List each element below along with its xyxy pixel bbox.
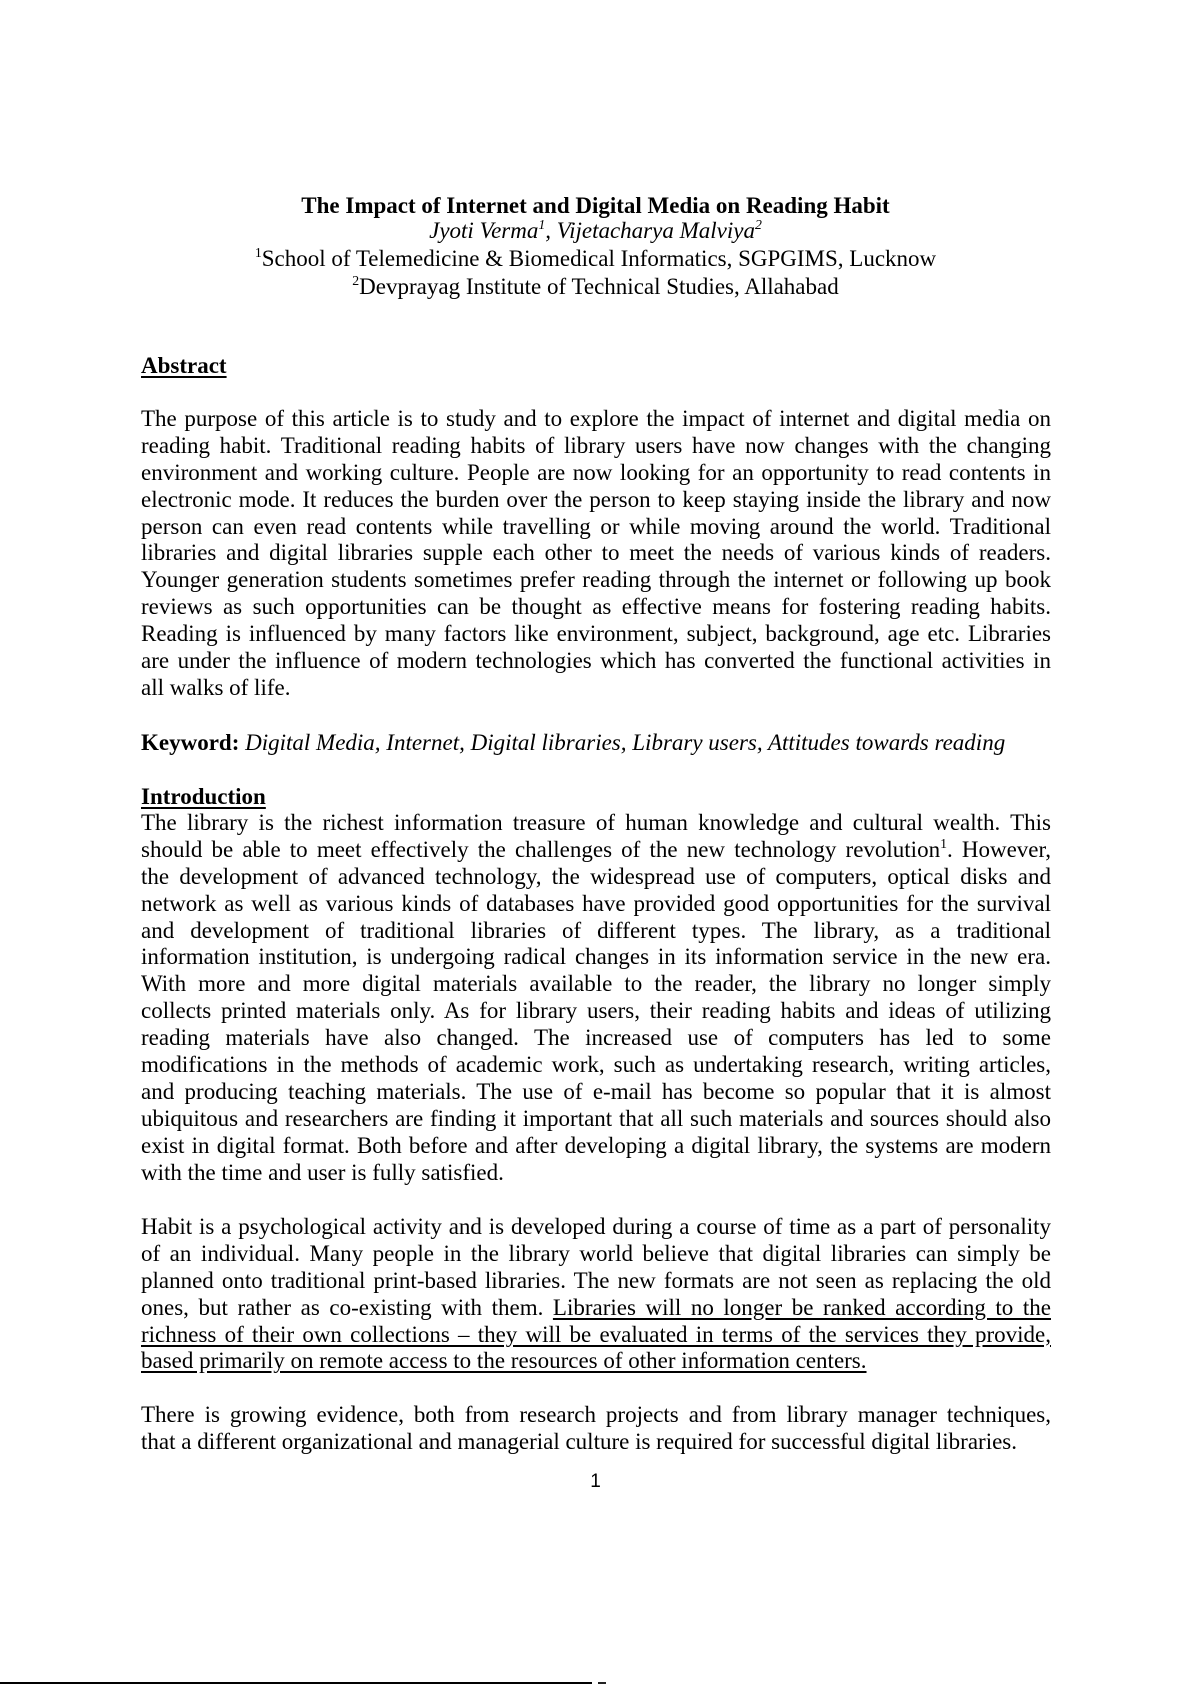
text-segment: that a different organizational and managerial culture is required for successful digital libraries. [141,1428,1018,1454]
text-segment: Younger generation students sometimes prefer reading through the internet or following up book [141,567,1051,593]
text-line [141,648,1051,675]
text-line [141,594,1051,621]
text-segment: reading habit. Traditional reading habits of library users have now changes with the changing [141,432,1051,458]
text-line [141,1052,1051,1079]
text-line [141,810,1051,837]
text-line [141,1079,1051,1106]
text-line [141,998,1051,1025]
paper-title: The Impact of Internet and Digital Media on Reading Habit [301,193,890,218]
text-segment: Reading is influenced by many factors like environment, subject, background, age etc. Libraries [141,621,1051,647]
author-affiliation-mark: 2 [754,217,762,233]
text-line [141,675,1051,702]
footnote-separator [0,1682,592,1684]
text-line [141,1348,1051,1375]
text-segment: The library is the richest information treasure of human knowledge and cultural wealth. This [141,810,1051,835]
introduction-paragraph [141,810,1051,1186]
text-segment: . However, [946,836,1052,862]
text-line [141,487,1051,514]
text-segment: the development of advanced technology, the widespread use of computers, optical disks and [141,863,1051,889]
author-name: Vijetacharya Malviya [556,218,755,243]
text-line [141,1402,1051,1429]
keywords-line [141,730,1051,757]
text-line [141,891,1051,918]
affiliation-text: Devprayag Institute of Technical Studies, Allahabad [359,274,839,299]
text-line [141,837,1051,864]
abstract-heading: Abstract [141,353,227,378]
footnote-separator-mark [598,1682,606,1684]
text-segment: electronic mode. It reduces the burden over the person to keep staying inside the library and now [141,486,1051,512]
text-line [141,406,1051,433]
text-line [141,621,1051,648]
text-segment: and producing teaching materials. The use of e-mail has become so popular that it is almost [141,1078,1051,1104]
text-segment: reading materials have also changed. The increased use of computers has led to some [141,1025,1051,1051]
author-affiliation-mark: 1 [538,217,546,233]
text-line [141,460,1051,487]
text-segment: With more and more digital materials available to the reader, the library no longer simply [141,971,1051,997]
text-segment: There is growing evidence, both from research projects and from library manager techniques, [141,1402,1051,1427]
text-segment: and development of traditional libraries of different types. The library, as a traditional [141,917,1051,943]
text-line [141,1214,1051,1241]
keyword-label: Keyword: [141,730,240,755]
text-segment: modifications in the methods of academic work, such as undertaking research, writing articles, [141,1052,1051,1078]
affiliation-mark: 2 [352,273,360,289]
page-number: 1 [590,1471,601,1492]
text-segment: ones, but rather as co-existing with them. [141,1294,553,1320]
text-line [141,1268,1051,1295]
text-segment: collects printed materials only. As for library users, their reading habits and ideas of utilizing [141,998,1051,1024]
underlined-text: based primarily on remote access to the resources of other information centers. [141,1348,867,1374]
text-line [141,971,1051,998]
abstract-paragraph [141,406,1051,702]
citation-superscript: 1 [940,835,947,851]
introduction-heading: Introduction [141,784,266,809]
text-segment: all walks of life. [141,674,291,700]
evidence-paragraph [141,1402,1051,1456]
text-segment: exist in digital format. Both before and after developing a digital library, the systems are modern [141,1132,1051,1158]
text-segment: should be able to meet effectively the challenges of the new technology revolution [141,836,941,862]
author-list [0,217,1191,244]
text-line [141,1322,1051,1349]
text-line [141,944,1051,971]
text-segment: of an individual. Many people in the library world believe that digital libraries can simply be [141,1240,1051,1266]
text-segment: network as well as various kinds of databases have provided good opportunities for the survival [141,890,1051,916]
text-line [141,514,1051,541]
author-name: Jyoti Verma [429,218,539,243]
text-segment: Habit is a psychological activity and is developed during a course of time as a part of personality [141,1214,1051,1239]
text-line [141,918,1051,945]
habit-paragraph [141,1214,1051,1375]
text-segment: libraries and digital libraries supple each other to meet the needs of various kinds of readers. [141,540,1051,566]
text-segment: ubiquitous and researchers are finding it important that all such materials and sources should also [141,1105,1051,1131]
text-line [141,1160,1051,1187]
text-line [141,864,1051,891]
affiliation [0,273,1191,300]
text-line [141,567,1051,594]
text-segment: planned onto traditional print-based libraries. The new formats are not seen as replacing the old [141,1267,1051,1293]
underlined-text: richness of their own collections – they will be evaluated in terms of the services they provide, [141,1321,1051,1347]
text-segment: are under the influence of modern technologies which has converted the functional activities in [141,648,1051,674]
affiliation [0,245,1191,272]
text-segment: with the time and user is fully satisfied. [141,1159,504,1185]
underlined-text: Libraries will no longer be ranked according to the [552,1294,1051,1320]
text-line [141,1429,1051,1456]
text-line [141,1133,1051,1160]
text-segment: person can even read contents while travelling or while moving around the world. Traditional [141,513,1051,539]
text-line [141,433,1051,460]
text-line [141,1025,1051,1052]
text-line [141,540,1051,567]
text-segment: The purpose of this article is to study and to explore the impact of internet and digital media on [141,406,1051,431]
text-line [141,1295,1051,1322]
text-line [141,1106,1051,1133]
author-separator: , [545,218,557,243]
affiliation-text: School of Telemedicine & Biomedical Informatics, SGPGIMS, Lucknow [261,246,937,271]
text-segment: reviews as such opportunities can be thought as effective means for fostering reading habits. [141,594,1051,620]
text-line [141,1241,1051,1268]
text-segment: environment and working culture. People are now looking for an opportunity to read contents in [141,459,1051,485]
keyword-list: Digital Media, Internet, Digital libraries, Library users, Attitudes towards reading [245,730,1006,755]
affiliation-mark: 1 [254,245,262,261]
text-segment: information institution, is undergoing radical changes in its information service in the new era. [141,944,1051,970]
